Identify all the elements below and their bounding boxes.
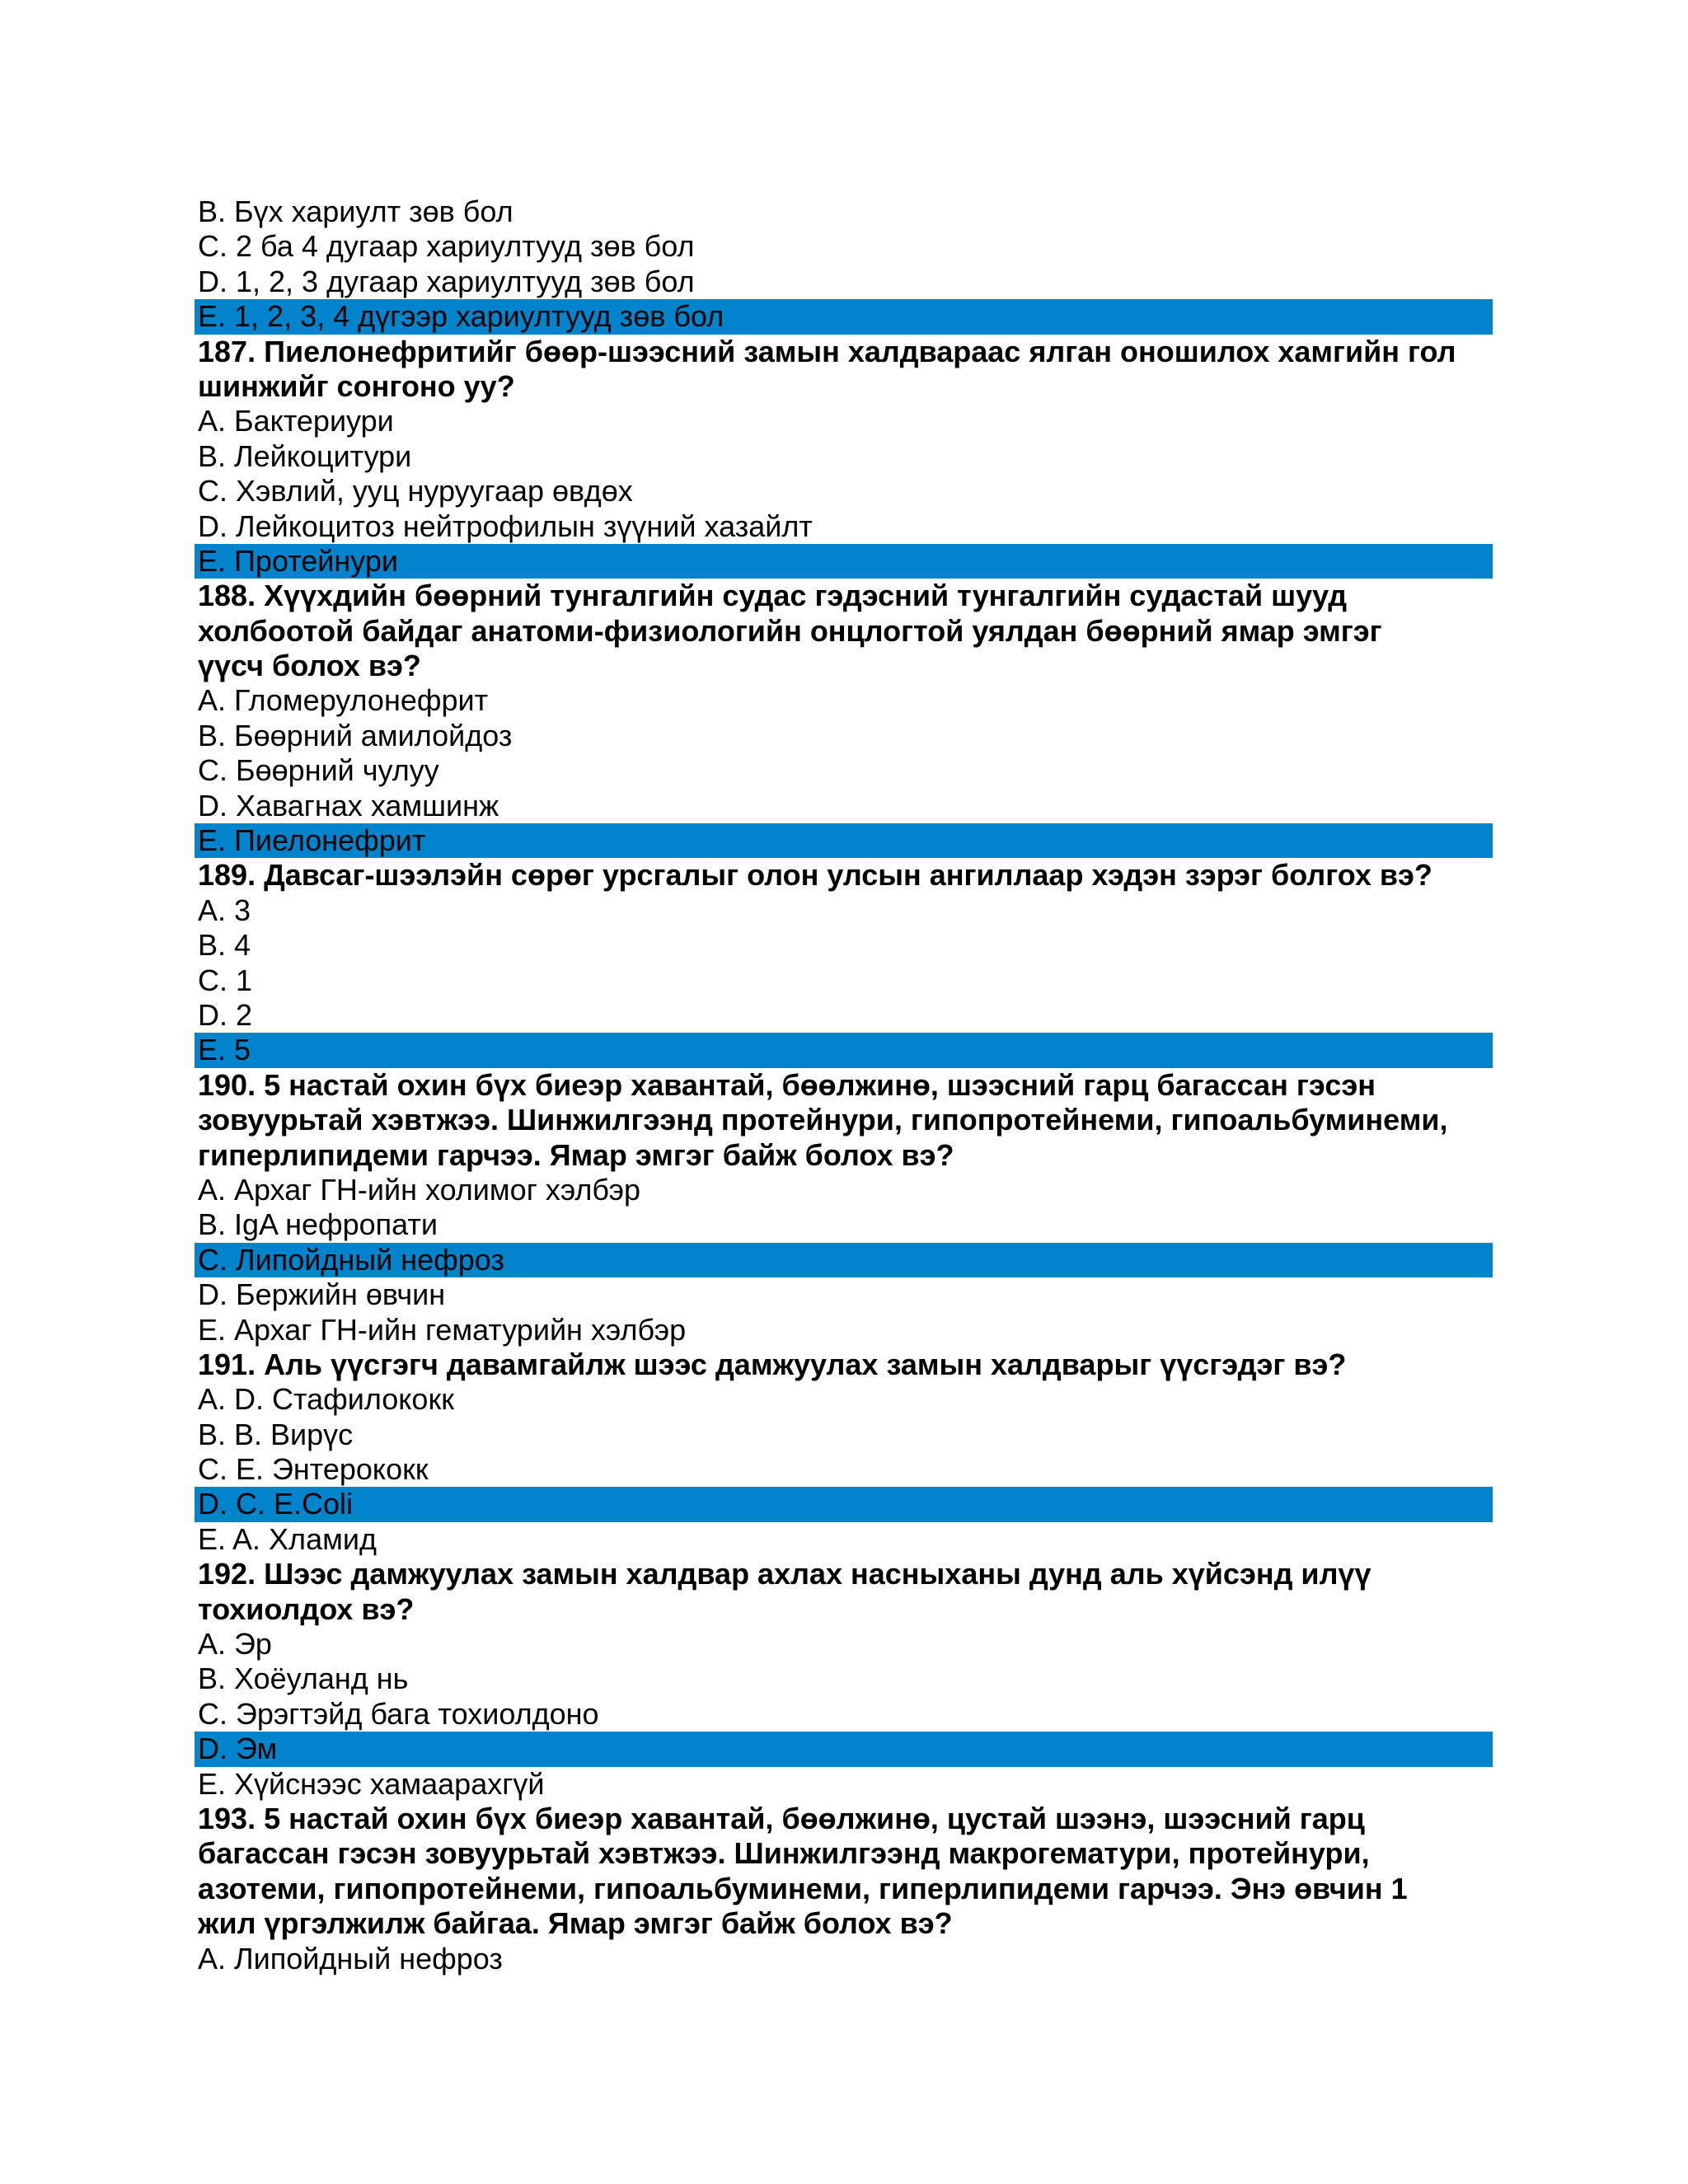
answer-option: C. Бөөрний чулуу [198, 753, 439, 788]
question-text-line: 188. Хүүхдийн бөөрний тунгалгийн судас гэдэсний тунгалгийн судастай шууд [198, 579, 1348, 613]
correct-answer-option: E. 5 [195, 1033, 1493, 1067]
answer-option: D. Бержийн өвчин [198, 1277, 446, 1312]
answer-option: B. IgA нефропати [198, 1207, 438, 1242]
question-text-line: багассан гэсэн зовуурьтай хэвтжээ. Шинжилгээнд макрогематури, протейнури, [198, 1836, 1370, 1871]
question-text-line: холбоотой байдаг анатоми-физиологийн онцлогтой уялдан бөөрний ямар эмгэг [198, 613, 1382, 648]
answer-option: D. 1, 2, 3 дугаар хариултууд зөв бол [198, 264, 695, 298]
question-text-line: үүсч болох вэ? [198, 649, 421, 683]
answer-option: C. Эрэгтэйд бага тохиолдоно [198, 1696, 599, 1731]
correct-answer-option: E. Пиелонефрит [195, 823, 1493, 858]
answer-option: E. Архаг ГН-ийн гематурийн хэлбэр [198, 1312, 687, 1347]
answer-option: E. A. Хламид [198, 1521, 377, 1556]
answer-option: B. Хоёуланд нь [198, 1661, 409, 1696]
question-text-line: гиперлипидеми гарчээ. Ямар эмгэг байж болох вэ? [198, 1137, 954, 1172]
answer-option: B. Бүх хариулт зөв бол [198, 194, 513, 228]
question-text-line: жил үргэлжилж байгаа. Ямар эмгэг байж болох вэ? [198, 1906, 953, 1941]
question-text-line: 193. 5 настай охин бүх биеэр хавантай, бөөлжинө, цустай шээнэ, шээсний гарц [198, 1801, 1365, 1835]
answer-option: C. 2 ба 4 дугаар хариултууд зөв бол [198, 229, 695, 264]
answer-option: B. Бөөрний амилойдоз [198, 718, 513, 752]
answer-option: A. Липойдный нефроз [198, 1941, 503, 1975]
answer-option: B. B. Вирүс [198, 1417, 354, 1451]
answer-option: D. 2 [198, 997, 253, 1032]
answer-option: A. Бактериури [198, 404, 394, 438]
question-text-line: 192. Шээс дамжуулах замын халдвар ахлах насныханы дунд аль хүйсэнд илүү [198, 1557, 1372, 1591]
question-list [195, 194, 1493, 1976]
question-text-line: 191. Аль үүсгэгч давамгайлж шээс дамжуулах замын халдварыг үүсгэдэг вэ? [198, 1347, 1347, 1381]
answer-option: A. Архаг ГН-ийн холимог хэлбэр [198, 1172, 641, 1207]
question-text-line: тохиолдох вэ? [198, 1591, 415, 1626]
question-text-line: 190. 5 настай охин бүх биеэр хавантай, бөөлжинө, шээсний гарц багассан гэсэн [198, 1067, 1376, 1102]
question-text-line: шинжийг сонгоно уу? [198, 368, 515, 403]
correct-answer-option: C. Липойдный нефроз [195, 1243, 1493, 1277]
answer-option: B. Лейкоцитури [198, 438, 412, 473]
answer-option: C. 1 [198, 963, 253, 997]
answer-option: E. Хүйснээс хамаарахгүй [198, 1766, 545, 1801]
answer-option: A. D. Стафилококк [198, 1382, 454, 1417]
answer-option: A. 3 [198, 893, 251, 927]
answer-option: A. Эр [198, 1627, 272, 1661]
question-text-line: 187. Пиелонефритийг бөөр-шээсний замын халдвараас ялган оношилох хамгийн гол [198, 334, 1456, 368]
question-text-line: зовуурьтай хэвтжээ. Шинжилгээнд протейнури, гипопротейнеми, гипоальбуминеми, [198, 1103, 1448, 1137]
correct-answer-option: E. 1, 2, 3, 4 дүгээр хариултууд зөв бол [195, 299, 1493, 334]
answer-option: D. Хавагнах хамшинж [198, 788, 499, 823]
correct-answer-option: E. Протейнури [195, 544, 1493, 579]
answer-option: C. E. Энтерококк [198, 1452, 429, 1487]
correct-answer-option: D. C. E.Coli [195, 1487, 1493, 1521]
answer-option: D. Лейкоцитоз нейтрофилын зүүний хазайлт [198, 509, 813, 543]
answer-option: C. Хэвлий, ууц нуруугаар өвдөх [198, 474, 633, 509]
question-text-line: 189. Давсаг-шээлэйн сөрөг урсгалыг олон улсын ангиллаар хэдэн зэрэг болгох вэ? [198, 858, 1432, 893]
correct-answer-option: D. Эм [195, 1732, 1493, 1766]
answer-option: B. 4 [198, 928, 251, 963]
answer-option: A. Гломерулонефрит [198, 683, 489, 718]
question-text-line: азотеми, гипопротейнеми, гипоальбуминеми, гиперлипидеми гарчээ. Энэ өвчин 1 [198, 1871, 1408, 1905]
